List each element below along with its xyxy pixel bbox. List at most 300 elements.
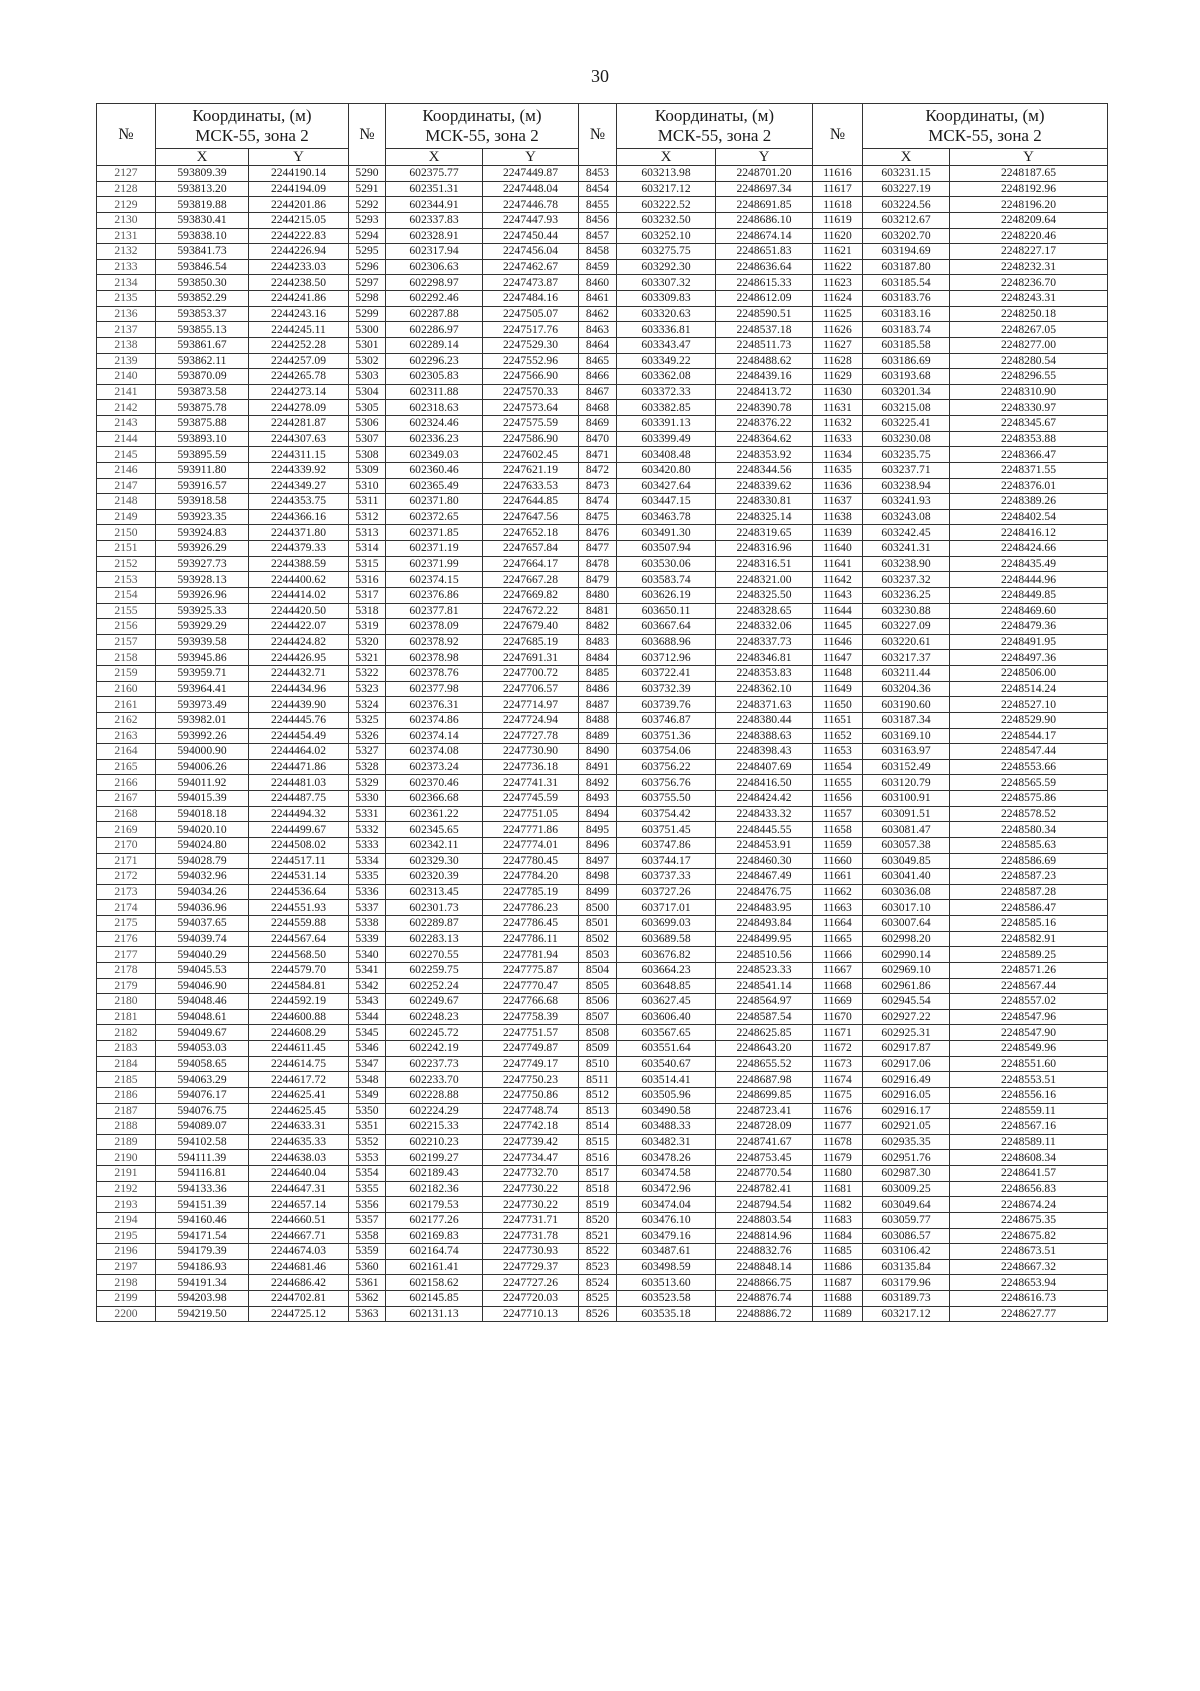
x-value-cell: 602298.97 — [386, 275, 483, 291]
x-value-cell: 603408.48 — [617, 447, 716, 463]
point-number-cell: 2152 — [97, 556, 156, 572]
point-number-cell: 2140 — [97, 369, 156, 385]
table-row — [97, 1291, 1108, 1307]
point-number-cell: 2159 — [97, 666, 156, 682]
y-value-cell: 2247730.22 — [483, 1181, 579, 1197]
point-number-cell: 2150 — [97, 525, 156, 541]
x-value-cell: 603372.33 — [617, 384, 716, 400]
point-number-cell: 2149 — [97, 509, 156, 525]
point-number-cell: 8458 — [579, 244, 617, 260]
y-value-cell: 2248366.47 — [950, 447, 1108, 463]
point-number-cell: 8462 — [579, 306, 617, 322]
y-value-cell: 2248814.96 — [716, 1228, 813, 1244]
y-value-cell: 2244278.09 — [249, 400, 349, 416]
point-number-cell: 2187 — [97, 1103, 156, 1119]
y-value-cell: 2247771.86 — [483, 822, 579, 838]
y-value-cell: 2248277.00 — [950, 337, 1108, 353]
x-value-cell: 603567.65 — [617, 1025, 716, 1041]
x-value-cell: 594089.07 — [156, 1119, 249, 1135]
x-value-cell: 593982.01 — [156, 712, 249, 728]
y-value-cell: 2244400.62 — [249, 572, 349, 588]
y-value-cell: 2244379.33 — [249, 541, 349, 557]
x-value-cell: 594179.39 — [156, 1244, 249, 1260]
page-number: 30 — [591, 66, 609, 86]
point-number-cell: 5335 — [349, 869, 386, 885]
point-number-cell: 11684 — [813, 1228, 863, 1244]
x-value-cell: 603756.76 — [617, 775, 716, 791]
x-value-cell: 603420.80 — [617, 462, 716, 478]
y-value-cell: 2244252.28 — [249, 337, 349, 353]
point-number-cell: 11642 — [813, 572, 863, 588]
y-value-cell: 2247730.93 — [483, 1244, 579, 1260]
point-number-cell: 2163 — [97, 728, 156, 744]
point-number-cell: 5318 — [349, 603, 386, 619]
x-value-cell: 603202.70 — [863, 228, 950, 244]
y-value-cell: 2244702.81 — [249, 1291, 349, 1307]
point-number-cell: 8474 — [579, 494, 617, 510]
x-value-cell: 603744.17 — [617, 853, 716, 869]
x-value-cell: 602233.70 — [386, 1072, 483, 1088]
point-number-cell: 2170 — [97, 837, 156, 853]
y-value-cell: 2248699.85 — [716, 1087, 813, 1103]
x-value-cell: 603478.26 — [617, 1150, 716, 1166]
table-row — [97, 1275, 1108, 1291]
y-value-cell: 2248701.20 — [716, 166, 813, 182]
x-value-cell: 603722.41 — [617, 666, 716, 682]
x-value-cell: 602371.85 — [386, 525, 483, 541]
y-value-cell: 2247484.16 — [483, 291, 579, 307]
y-value-cell: 2247672.22 — [483, 603, 579, 619]
x-value-cell: 603756.22 — [617, 759, 716, 775]
point-number-cell: 5336 — [349, 884, 386, 900]
point-number-cell: 8454 — [579, 181, 617, 197]
point-number-cell: 2165 — [97, 759, 156, 775]
y-value-cell: 2247780.45 — [483, 853, 579, 869]
point-number-cell: 11674 — [813, 1072, 863, 1088]
y-value-cell: 2248564.97 — [716, 994, 813, 1010]
y-value-cell: 2248491.95 — [950, 634, 1108, 650]
x-value-cell: 593853.37 — [156, 306, 249, 322]
point-number-cell: 2142 — [97, 400, 156, 416]
table-row — [97, 1181, 1108, 1197]
x-value-cell: 603540.67 — [617, 1056, 716, 1072]
x-value-cell: 603091.51 — [863, 806, 950, 822]
table-row — [97, 525, 1108, 541]
y-value-cell: 2248586.69 — [950, 853, 1108, 869]
y-value-cell: 2247736.18 — [483, 759, 579, 775]
x-value-cell: 603362.08 — [617, 369, 716, 385]
x-value-cell: 593870.09 — [156, 369, 249, 385]
table-row — [97, 572, 1108, 588]
y-value-cell: 2247473.87 — [483, 275, 579, 291]
x-value-cell: 603712.96 — [617, 650, 716, 666]
x-value-cell: 603222.52 — [617, 197, 716, 213]
point-number-cell: 11617 — [813, 181, 863, 197]
point-number-cell: 11640 — [813, 541, 863, 557]
x-value-cell: 603479.16 — [617, 1228, 716, 1244]
y-value-cell: 2248673.51 — [950, 1244, 1108, 1260]
point-number-cell: 11688 — [813, 1291, 863, 1307]
x-value-cell: 602374.15 — [386, 572, 483, 588]
x-value-cell: 593929.29 — [156, 619, 249, 635]
table-row — [97, 1072, 1108, 1088]
x-value-cell: 603746.87 — [617, 712, 716, 728]
y-value-cell: 2248537.18 — [716, 322, 813, 338]
y-value-cell: 2248353.88 — [950, 431, 1108, 447]
y-value-cell: 2248232.31 — [950, 259, 1108, 275]
x-value-cell: 594171.54 — [156, 1228, 249, 1244]
table-row — [97, 384, 1108, 400]
point-number-cell: 8516 — [579, 1150, 617, 1166]
y-value-cell: 2248651.83 — [716, 244, 813, 260]
y-value-cell: 2247750.86 — [483, 1087, 579, 1103]
y-value-cell: 2248886.72 — [716, 1306, 813, 1322]
y-value-cell: 2248653.94 — [950, 1275, 1108, 1291]
x-value-cell: 603427.64 — [617, 478, 716, 494]
point-number-cell: 11679 — [813, 1150, 863, 1166]
x-value-cell: 593911.80 — [156, 462, 249, 478]
point-number-cell: 11649 — [813, 681, 863, 697]
y-value-cell: 2247447.93 — [483, 212, 579, 228]
y-value-cell: 2247586.90 — [483, 431, 579, 447]
y-value-cell: 2248362.10 — [716, 681, 813, 697]
x-value-cell: 602179.53 — [386, 1197, 483, 1213]
y-value-cell: 2248402.54 — [950, 509, 1108, 525]
y-value-cell: 2248674.14 — [716, 228, 813, 244]
point-number-cell: 8518 — [579, 1181, 617, 1197]
point-number-cell: 5305 — [349, 400, 386, 416]
x-value-cell: 603699.03 — [617, 916, 716, 932]
y-value-cell: 2244494.32 — [249, 806, 349, 822]
y-value-cell: 2247691.31 — [483, 650, 579, 666]
y-value-cell: 2248770.54 — [716, 1166, 813, 1182]
point-number-cell: 5295 — [349, 244, 386, 260]
point-number-cell: 8519 — [579, 1197, 617, 1213]
x-value-cell: 603235.75 — [863, 447, 950, 463]
x-value-cell: 594036.96 — [156, 900, 249, 916]
x-value-cell: 602249.67 — [386, 994, 483, 1010]
point-number-cell: 5300 — [349, 322, 386, 338]
y-value-cell: 2248553.66 — [950, 759, 1108, 775]
table-row — [97, 837, 1108, 853]
y-value-cell: 2248565.59 — [950, 775, 1108, 791]
y-value-cell: 2247730.22 — [483, 1197, 579, 1213]
point-number-cell: 11637 — [813, 494, 863, 510]
y-value-cell: 2247529.30 — [483, 337, 579, 353]
x-value-cell: 603482.31 — [617, 1134, 716, 1150]
point-number-cell: 2189 — [97, 1134, 156, 1150]
point-number-cell: 11677 — [813, 1119, 863, 1135]
x-value-cell: 602224.29 — [386, 1103, 483, 1119]
point-number-cell: 11676 — [813, 1103, 863, 1119]
y-value-cell: 2244499.67 — [249, 822, 349, 838]
point-number-cell: 8463 — [579, 322, 617, 338]
y-value-cell: 2248388.63 — [716, 728, 813, 744]
x-value-cell: 602917.87 — [863, 1041, 950, 1057]
y-value-cell: 2247742.18 — [483, 1119, 579, 1135]
x-value-cell: 602377.81 — [386, 603, 483, 619]
y-value-cell: 2248236.70 — [950, 275, 1108, 291]
x-value-cell: 603664.23 — [617, 962, 716, 978]
x-value-cell: 602378.98 — [386, 650, 483, 666]
x-value-cell: 602365.49 — [386, 478, 483, 494]
point-number-cell: 11660 — [813, 853, 863, 869]
table-row — [97, 587, 1108, 603]
x-value-cell: 602372.65 — [386, 509, 483, 525]
point-number-cell: 5303 — [349, 369, 386, 385]
point-number-cell: 2196 — [97, 1244, 156, 1260]
x-value-cell: 602371.99 — [386, 556, 483, 572]
table-row — [97, 291, 1108, 307]
point-number-cell: 2182 — [97, 1025, 156, 1041]
x-value-cell: 603227.19 — [863, 181, 950, 197]
x-value-cell: 603194.69 — [863, 244, 950, 260]
point-number-cell: 2141 — [97, 384, 156, 400]
point-number-cell: 8512 — [579, 1087, 617, 1103]
point-number-cell: 11672 — [813, 1041, 863, 1057]
point-number-cell: 8487 — [579, 697, 617, 713]
y-value-cell: 2244422.07 — [249, 619, 349, 635]
point-number-cell: 11687 — [813, 1275, 863, 1291]
point-number-cell: 2128 — [97, 181, 156, 197]
point-number-cell: 11620 — [813, 228, 863, 244]
y-value-cell: 2248625.85 — [716, 1025, 813, 1041]
point-number-cell: 11668 — [813, 978, 863, 994]
x-value-cell: 602376.86 — [386, 587, 483, 603]
x-value-cell: 602998.20 — [863, 931, 950, 947]
point-number-cell: 5296 — [349, 259, 386, 275]
point-number-cell: 5338 — [349, 916, 386, 932]
x-value-cell: 594028.79 — [156, 853, 249, 869]
x-value-cell: 603688.96 — [617, 634, 716, 650]
point-number-cell: 11621 — [813, 244, 863, 260]
y-value-cell: 2247720.03 — [483, 1291, 579, 1307]
y-value-cell: 2248511.73 — [716, 337, 813, 353]
x-value-cell: 602228.88 — [386, 1087, 483, 1103]
point-number-cell: 5354 — [349, 1166, 386, 1182]
point-number-cell: 11686 — [813, 1259, 863, 1275]
point-number-cell: 2137 — [97, 322, 156, 338]
y-value-cell: 2247462.67 — [483, 259, 579, 275]
x-column-header: X — [156, 149, 249, 166]
x-value-cell: 603320.63 — [617, 306, 716, 322]
y-value-cell: 2247685.19 — [483, 634, 579, 650]
table-row — [97, 556, 1108, 572]
x-value-cell: 593813.20 — [156, 181, 249, 197]
x-value-cell: 602313.45 — [386, 884, 483, 900]
point-number-cell: 5333 — [349, 837, 386, 853]
point-number-cell: 5308 — [349, 447, 386, 463]
point-number-cell: 8491 — [579, 759, 617, 775]
point-number-cell: 8508 — [579, 1025, 617, 1041]
x-value-cell: 594032.96 — [156, 869, 249, 885]
table-row — [97, 447, 1108, 463]
x-value-cell: 603667.64 — [617, 619, 716, 635]
y-value-cell: 2248330.97 — [950, 400, 1108, 416]
y-value-cell: 2248453.91 — [716, 837, 813, 853]
coordinates-group-header: Координаты, (м) МСК-55, зона 2 — [863, 104, 1108, 149]
table-row — [97, 962, 1108, 978]
x-value-cell: 602374.86 — [386, 712, 483, 728]
x-value-cell: 603530.06 — [617, 556, 716, 572]
y-value-cell: 2244371.80 — [249, 525, 349, 541]
x-value-cell: 593925.33 — [156, 603, 249, 619]
point-number-cell: 2190 — [97, 1150, 156, 1166]
y-value-cell: 2247749.87 — [483, 1041, 579, 1057]
y-value-cell: 2244388.59 — [249, 556, 349, 572]
table-row — [97, 212, 1108, 228]
x-value-cell: 594037.65 — [156, 916, 249, 932]
table-row — [97, 166, 1108, 182]
y-value-cell: 2248353.92 — [716, 447, 813, 463]
x-value-cell: 603212.67 — [863, 212, 950, 228]
x-value-cell: 594034.26 — [156, 884, 249, 900]
y-value-cell: 2248424.66 — [950, 541, 1108, 557]
y-value-cell: 2248551.60 — [950, 1056, 1108, 1072]
x-value-cell: 603535.18 — [617, 1306, 716, 1322]
point-number-cell: 11671 — [813, 1025, 863, 1041]
point-number-cell: 8473 — [579, 478, 617, 494]
x-value-cell: 594045.53 — [156, 962, 249, 978]
table-row — [97, 931, 1108, 947]
y-value-cell: 2248580.34 — [950, 822, 1108, 838]
y-value-cell: 2248641.57 — [950, 1166, 1108, 1182]
x-value-cell: 603237.71 — [863, 462, 950, 478]
point-number-cell: 5301 — [349, 337, 386, 353]
y-value-cell: 2247758.39 — [483, 1009, 579, 1025]
y-value-cell: 2244508.02 — [249, 837, 349, 853]
x-value-cell: 603211.44 — [863, 666, 950, 682]
x-value-cell: 594063.29 — [156, 1072, 249, 1088]
x-value-cell: 603243.08 — [863, 509, 950, 525]
y-value-cell: 2248389.26 — [950, 494, 1108, 510]
x-value-cell: 593959.71 — [156, 666, 249, 682]
x-value-cell: 602270.55 — [386, 947, 483, 963]
x-value-cell: 603201.34 — [863, 384, 950, 400]
y-value-cell: 2247732.70 — [483, 1166, 579, 1182]
x-value-cell: 603179.96 — [863, 1275, 950, 1291]
x-value-cell: 602927.22 — [863, 1009, 950, 1025]
y-value-cell: 2244579.70 — [249, 962, 349, 978]
y-value-cell: 2247575.59 — [483, 416, 579, 432]
y-value-cell: 2248675.82 — [950, 1228, 1108, 1244]
x-value-cell: 603193.68 — [863, 369, 950, 385]
point-number-cell: 11618 — [813, 197, 863, 213]
y-value-cell: 2248687.98 — [716, 1072, 813, 1088]
point-number-cell: 5309 — [349, 462, 386, 478]
x-value-cell: 602361.22 — [386, 806, 483, 822]
x-value-cell: 603241.93 — [863, 494, 950, 510]
y-value-cell: 2248445.55 — [716, 822, 813, 838]
y-value-cell: 2248499.95 — [716, 931, 813, 947]
x-value-cell: 602189.43 — [386, 1166, 483, 1182]
point-number-cell: 2131 — [97, 228, 156, 244]
y-value-cell: 2244647.31 — [249, 1181, 349, 1197]
y-value-cell: 2248380.44 — [716, 712, 813, 728]
y-value-cell: 2244617.72 — [249, 1072, 349, 1088]
x-value-cell: 602916.17 — [863, 1103, 950, 1119]
x-value-cell: 602259.75 — [386, 962, 483, 978]
y-value-cell: 2248547.96 — [950, 1009, 1108, 1025]
table-row — [97, 1212, 1108, 1228]
point-number-cell: 11664 — [813, 916, 863, 932]
y-value-cell: 2247679.40 — [483, 619, 579, 635]
y-value-cell: 2247766.68 — [483, 994, 579, 1010]
point-number-cell: 11661 — [813, 869, 863, 885]
y-value-cell: 2244257.09 — [249, 353, 349, 369]
x-value-cell: 602371.80 — [386, 494, 483, 510]
y-value-cell: 2248424.42 — [716, 791, 813, 807]
point-number-cell: 5358 — [349, 1228, 386, 1244]
x-value-cell: 603242.45 — [863, 525, 950, 541]
x-value-cell: 603343.47 — [617, 337, 716, 353]
point-number-cell: 2167 — [97, 791, 156, 807]
point-number-cell: 8456 — [579, 212, 617, 228]
point-number-cell: 5344 — [349, 1009, 386, 1025]
point-number-cell: 8486 — [579, 681, 617, 697]
y-value-cell: 2244307.63 — [249, 431, 349, 447]
y-value-cell: 2244660.51 — [249, 1212, 349, 1228]
point-number-cell: 8493 — [579, 791, 617, 807]
y-value-cell: 2248476.75 — [716, 884, 813, 900]
x-value-cell: 602370.46 — [386, 775, 483, 791]
point-number-cell: 5319 — [349, 619, 386, 635]
point-number-cell: 5345 — [349, 1025, 386, 1041]
point-number-cell: 8525 — [579, 1291, 617, 1307]
x-value-cell: 594076.75 — [156, 1103, 249, 1119]
y-value-cell: 2248345.67 — [950, 416, 1108, 432]
x-value-cell: 602344.91 — [386, 197, 483, 213]
point-number-cell: 8480 — [579, 587, 617, 603]
point-number-cell: 11644 — [813, 603, 863, 619]
x-value-cell: 593875.78 — [156, 400, 249, 416]
table-row — [97, 728, 1108, 744]
point-number-cell: 8460 — [579, 275, 617, 291]
point-number-cell: 2145 — [97, 447, 156, 463]
x-value-cell: 602378.76 — [386, 666, 483, 682]
point-number-cell: 8513 — [579, 1103, 617, 1119]
point-number-cell: 8501 — [579, 916, 617, 932]
y-value-cell: 2248529.90 — [950, 712, 1108, 728]
point-number-cell: 2199 — [97, 1291, 156, 1307]
y-value-cell: 2248220.46 — [950, 228, 1108, 244]
x-value-cell: 603514.41 — [617, 1072, 716, 1088]
y-value-cell: 2248467.49 — [716, 869, 813, 885]
y-value-cell: 2244201.86 — [249, 197, 349, 213]
point-number-cell: 11658 — [813, 822, 863, 838]
y-value-cell: 2244439.90 — [249, 697, 349, 713]
y-value-cell: 2248578.52 — [950, 806, 1108, 822]
point-number-cell: 8505 — [579, 978, 617, 994]
point-number-cell: 11645 — [813, 619, 863, 635]
y-value-cell: 2248187.65 — [950, 166, 1108, 182]
x-value-cell: 602286.97 — [386, 322, 483, 338]
point-number-cell: 5322 — [349, 666, 386, 682]
y-value-cell: 2248728.09 — [716, 1119, 813, 1135]
y-value-cell: 2248493.84 — [716, 916, 813, 932]
y-value-cell: 2247751.05 — [483, 806, 579, 822]
y-value-cell: 2248227.17 — [950, 244, 1108, 260]
y-value-cell: 2247657.84 — [483, 541, 579, 557]
x-value-cell: 603049.64 — [863, 1197, 950, 1213]
point-number-cell: 2136 — [97, 306, 156, 322]
x-value-cell: 602366.68 — [386, 791, 483, 807]
x-value-cell: 603183.16 — [863, 306, 950, 322]
point-number-cell: 5357 — [349, 1212, 386, 1228]
y-value-cell: 2244614.75 — [249, 1056, 349, 1072]
x-value-cell: 594011.92 — [156, 775, 249, 791]
point-number-cell: 2181 — [97, 1009, 156, 1025]
